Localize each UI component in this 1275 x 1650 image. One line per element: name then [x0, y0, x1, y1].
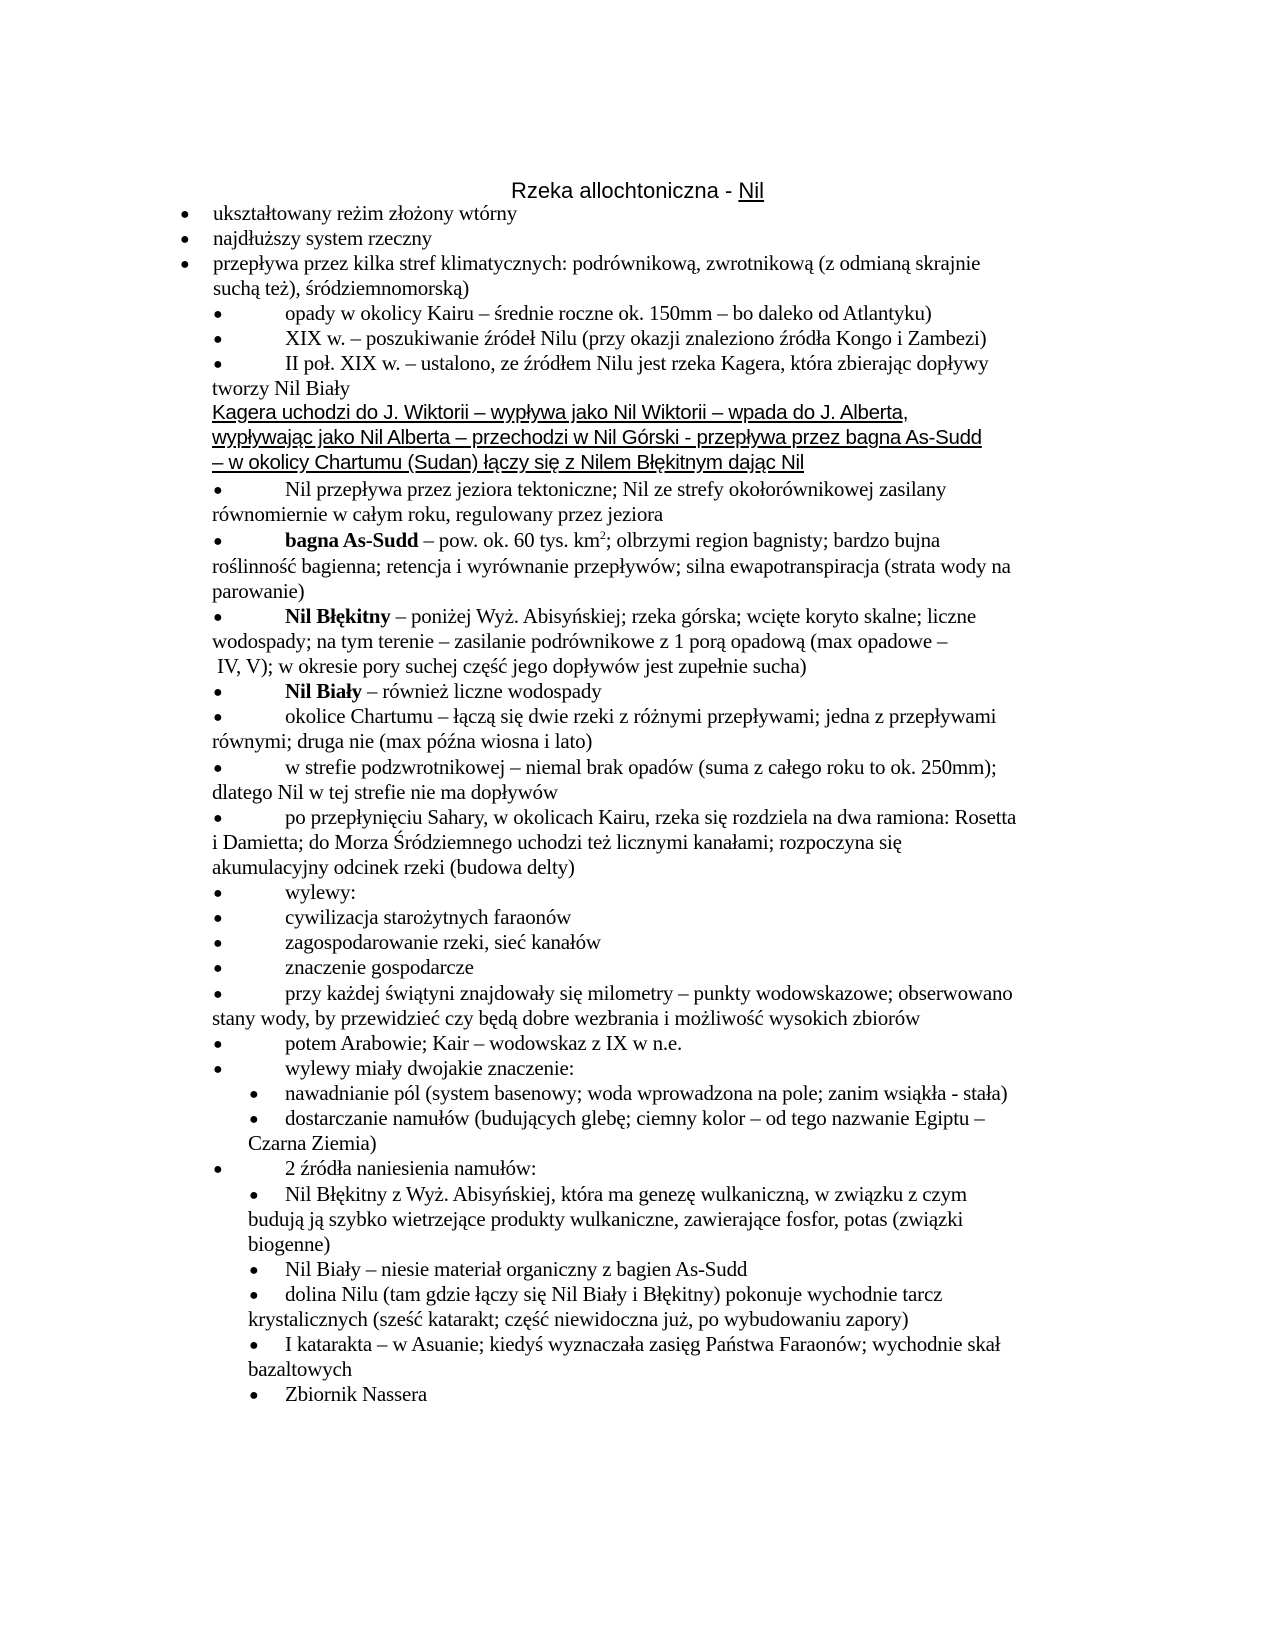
superscript: 2 [599, 528, 606, 542]
bullet-icon: ● [213, 356, 223, 373]
list-item-continuation: parowanie) [212, 579, 305, 603]
bullet-icon: ● [180, 231, 190, 248]
list-item-continuation: i Damietta; do Morza Śródziemnego uchodzi też licznymi kanałami; rozpoczyna się [212, 830, 902, 854]
list-item: dostarczanie namułów (budujących glebę; ciemny kolor – od tego nazwanie Egiptu – [285, 1106, 985, 1130]
bullet-icon: ● [180, 206, 190, 223]
bullet-icon: ● [249, 1287, 259, 1304]
bullet-icon: ● [213, 960, 223, 977]
list-item-continuation: równymi; druga nie (max późna wiosna i lato) [212, 729, 593, 753]
bullet-icon: ● [213, 760, 223, 777]
list-item: zagospodarowanie rzeki, sieć kanałów [285, 930, 601, 954]
bullet-icon: ● [213, 306, 223, 323]
bullet-icon: ● [213, 1161, 223, 1178]
bold-term: Nil Biały [285, 679, 362, 703]
list-item: Nil Błękitny z Wyż. Abisyńskiej, która ma genezę wulkaniczną, w związku z czym [285, 1182, 967, 1206]
title-prefix: Rzeka allochtoniczna - [510, 178, 739, 203]
list-item: cywilizacja starożytnych faraonów [285, 905, 572, 929]
list-item: okolice Chartumu – łączą się dwie rzeki z różnymi przepływami; jedna z przepływami [285, 704, 997, 728]
bullet-icon: ● [213, 910, 223, 927]
list-item-continuation: krystalicznych (sześć katarakt; część niewidoczna już, po wybudowaniu zapory) [248, 1307, 909, 1331]
bullet-icon: ● [249, 1111, 259, 1128]
bullet-icon: ● [249, 1387, 259, 1404]
list-item: wylewy: [285, 880, 356, 904]
bullet-icon: ● [213, 533, 223, 550]
list-item-continuation: biogenne) [248, 1232, 331, 1256]
bullet-icon: ● [213, 1036, 223, 1053]
list-item: Zbiornik Nassera [285, 1382, 428, 1406]
list-item: opady w okolicy Kairu – średnie roczne ok. 150mm – bo daleko od Atlantyku) [285, 301, 932, 325]
list-item-continuation: równomiernie w całym roku, regulowany przez jeziora [212, 502, 664, 526]
text-run: ; olbrzymi region bagnisty; bardzo bujna [605, 528, 941, 552]
list-item-continuation: bazaltowych [248, 1357, 352, 1381]
text-run: – pow. ok. 60 tys. km [418, 528, 600, 552]
bullet-icon: ● [249, 1187, 259, 1204]
list-item: wylewy miały dwojakie znaczenie: [285, 1056, 575, 1080]
list-item-continuation: roślinność bagienna; retencja i wyrównanie przepływów; silna ewapotranspiracja (strata wody na [212, 554, 1011, 578]
list-item: po przepłynięciu Sahary, w okolicach Kairu, rzeka się rozdziela na dwa ramiona: Rosetta [285, 805, 1017, 829]
list-item: ukształtowany reżim złożony wtórny [213, 201, 518, 225]
text-run: – poniżej Wyż. Abisyńskiej; rzeka górska; wcięte koryto skalne; liczne [390, 604, 976, 628]
bold-term: Nil Błękitny [285, 604, 391, 628]
list-item-continuation: budują ją szybko wietrzejące produkty wulkaniczne, zawierające fosfor, potas (związki [248, 1207, 964, 1231]
bold-term: bagna As-Sudd [285, 528, 419, 552]
list-item-continuation: IV, V); w okresie pory suchej część jego dopływów jest zupełnie sucha) [217, 654, 807, 678]
bullet-icon: ● [213, 709, 223, 726]
list-item: Nil Biały – niesie materiał organiczny z bagien As-Sudd [285, 1257, 748, 1281]
page-title [0, 178, 1275, 204]
list-item [285, 603, 976, 629]
bullet-icon: ● [213, 684, 223, 701]
list-item: II poł. XIX w. – ustalono, ze źródłem Nilu jest rzeka Kagera, która zbierając dopływy [285, 351, 989, 375]
title-underlined: Nil [738, 178, 765, 203]
bullet-icon: ● [213, 1061, 223, 1078]
bullet-icon: ● [213, 331, 223, 348]
list-item-continuation: Czarna Ziemia) [248, 1131, 377, 1155]
list-item-continuation: stany wody, by przewidzieć czy będą dobre wezbrania i możliwość wysokich zbiorów [212, 1006, 921, 1030]
list-item: Nil przepływa przez jeziora tektoniczne; Nil ze strefy okołorównikowej zasilany [285, 477, 947, 501]
list-item-continuation: akumulacyjny odcinek rzeki (budowa delty) [212, 855, 575, 879]
list-item: znaczenie gospodarcze [285, 955, 474, 979]
list-item: w strefie podzwrotnikowej – niemal brak opadów (suma z całego roku to ok. 250mm); [285, 755, 997, 779]
list-item: 2 źródła naniesienia namułów: [285, 1156, 537, 1180]
list-item: I katarakta – w Asuanie; kiedyś wyznaczała zasięg Państwa Faraonów; wychodnie skał [285, 1332, 1001, 1356]
list-item: przepływa przez kilka stref klimatycznych: podrównikową, zwrotnikową (z odmianą skrajnie [213, 251, 981, 275]
bullet-icon: ● [249, 1086, 259, 1103]
list-item-continuation: suchą też), śródziemnomorską) [213, 276, 470, 300]
bullet-icon: ● [213, 810, 223, 827]
text-run: – również liczne wodospady [361, 679, 602, 703]
list-item [285, 678, 602, 704]
underlined-paragraph-line: – w okolicy Chartumu (Sudan) łączy się z Nilem Błękitnym dając Nil [212, 451, 804, 474]
list-item-continuation: tworzy Nil Biały [212, 376, 350, 400]
bullet-icon: ● [180, 256, 190, 273]
list-item [285, 527, 940, 553]
list-item: najdłuższy system rzeczny [213, 226, 432, 250]
list-item-continuation: wodospady; na tym terenie – zasilanie podrównikowe z 1 porą opadową (max opadowe – [212, 629, 948, 653]
bullet-icon: ● [213, 609, 223, 626]
bullet-icon: ● [213, 885, 223, 902]
list-item: dolina Nilu (tam gdzie łączy się Nil Biały i Błękitny) pokonuje wychodnie tarcz [285, 1282, 943, 1306]
list-item: nawadnianie pól (system basenowy; woda wprowadzona na pole; zanim wsiąkła - stała) [285, 1081, 1008, 1105]
list-item-continuation: dlatego Nil w tej strefie nie ma dopływów [212, 780, 558, 804]
bullet-icon: ● [213, 986, 223, 1003]
list-item: przy każdej świątyni znajdowały się milometry – punkty wodowskazowe; obserwowano [285, 981, 1013, 1005]
underlined-paragraph-line: wypływając jako Nil Alberta – przechodzi w Nil Górski - przepływa przez bagna As-Sudd [212, 426, 982, 449]
list-item: potem Arabowie; Kair – wodowskaz z IX w n.e. [285, 1031, 683, 1055]
bullet-icon: ● [213, 482, 223, 499]
bullet-icon: ● [249, 1262, 259, 1279]
list-item: XIX w. – poszukiwanie źródeł Nilu (przy okazji znaleziono źródła Kongo i Zambezi) [285, 326, 987, 350]
bullet-icon: ● [249, 1337, 259, 1354]
bullet-icon: ● [213, 935, 223, 952]
underlined-paragraph-line: Kagera uchodzi do J. Wiktorii – wypływa jako Nil Wiktorii – wpada do J. Alberta, [212, 401, 909, 424]
